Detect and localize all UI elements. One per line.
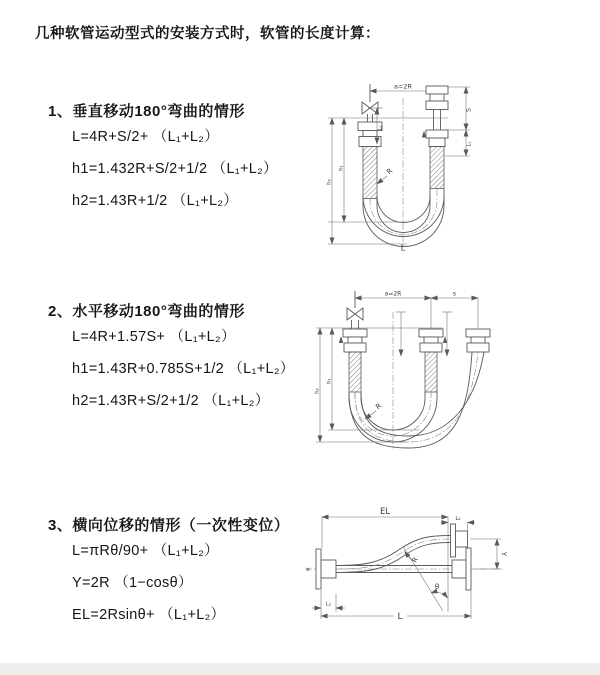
diagram-vertical-180 [312, 78, 525, 257]
formula-el: EL=2Rsinθ+ （L₁+L₂） [72, 607, 226, 623]
angle-reference-line [403, 546, 443, 611]
diagram-horizontal-180 [308, 286, 523, 463]
hose-curves-position2 [349, 352, 484, 448]
dim-label-shift: s [452, 290, 457, 298]
dim-label-stroke: S [465, 108, 473, 112]
dim-label-width: a=2R [384, 290, 402, 298]
section-3-heading: 3、横向位移的情形（一次性变位） [48, 517, 290, 534]
formula-length: L=4R+1.57S+ （L₁+L₂） [72, 329, 236, 345]
dim-label-l1: L₁ [325, 601, 332, 608]
hose-fittings [343, 329, 490, 352]
centerline-mark: ✕ [305, 566, 311, 574]
movement-arrow [339, 336, 343, 343]
angle-label: θ [434, 583, 440, 591]
radius-label: R [385, 166, 395, 177]
length-label: L [400, 243, 406, 253]
section-1-heading: 1、垂直移动180°弯曲的情形 [48, 103, 245, 120]
movement-arrow [443, 336, 447, 343]
dim-label-l2: L₂ [455, 516, 461, 522]
hose-s-curve [336, 536, 451, 573]
diagram-lateral-displacement [300, 504, 570, 651]
section-lateral-displacement [48, 514, 289, 631]
radius-label: R [410, 555, 420, 565]
formula-h1: h1=1.432R+S/2+1/2 （L₁+L₂） [72, 161, 278, 177]
right-hose-fitting-upper [426, 86, 448, 110]
section-vertical-180 [48, 100, 278, 217]
upper-flange [451, 524, 468, 557]
left-flange [316, 549, 336, 589]
dim-label-h1: h₁ [326, 378, 333, 384]
formula-y: Y=2R （1−cosθ） [72, 575, 193, 591]
dim-label-h2: h₂ [326, 179, 333, 185]
formula-length: L=4R+S/2+ （L₁+L₂） [72, 129, 220, 145]
formula-h2: h2=1.43R+S/2+1/2 （L₁+L₂） [72, 393, 270, 409]
dim-label-y: Y [499, 551, 508, 557]
section-horizontal-180 [48, 300, 295, 417]
radius-label: R [374, 401, 384, 412]
formula-h2: h2=1.43R+1/2 （L₁+L₂） [72, 193, 239, 209]
section-2-heading: 2、水平移动180°弯曲的情形 [48, 303, 245, 320]
dim-label-h2: h₂ [314, 388, 321, 394]
dim-label-l: L [397, 612, 403, 622]
valve-icon [347, 308, 363, 320]
formula-length: L=πRθ/90+ （L₁+L₂） [72, 543, 219, 559]
right-hose-fitting-lower [426, 130, 448, 147]
page-bottom-edge [0, 663, 600, 675]
dim-label-l1: L₁ [377, 125, 384, 131]
dim-label-h1: h₁ [338, 165, 345, 171]
page-title: 几种软管运动型式的安装方式时，软管的长度计算： [35, 26, 380, 42]
dim-label-el: EL [379, 507, 391, 517]
movement-arrow [422, 131, 426, 138]
formula-h1: h1=1.43R+0.785S+1/2 （L₁+L₂） [72, 361, 295, 377]
dim-label-l2: L₂ [466, 141, 473, 147]
braided-section-middle [425, 352, 437, 392]
braided-section-left [349, 352, 361, 392]
braided-section-right [430, 147, 444, 189]
braided-section-left [363, 147, 377, 199]
dim-label-width: a=2R [393, 82, 413, 91]
